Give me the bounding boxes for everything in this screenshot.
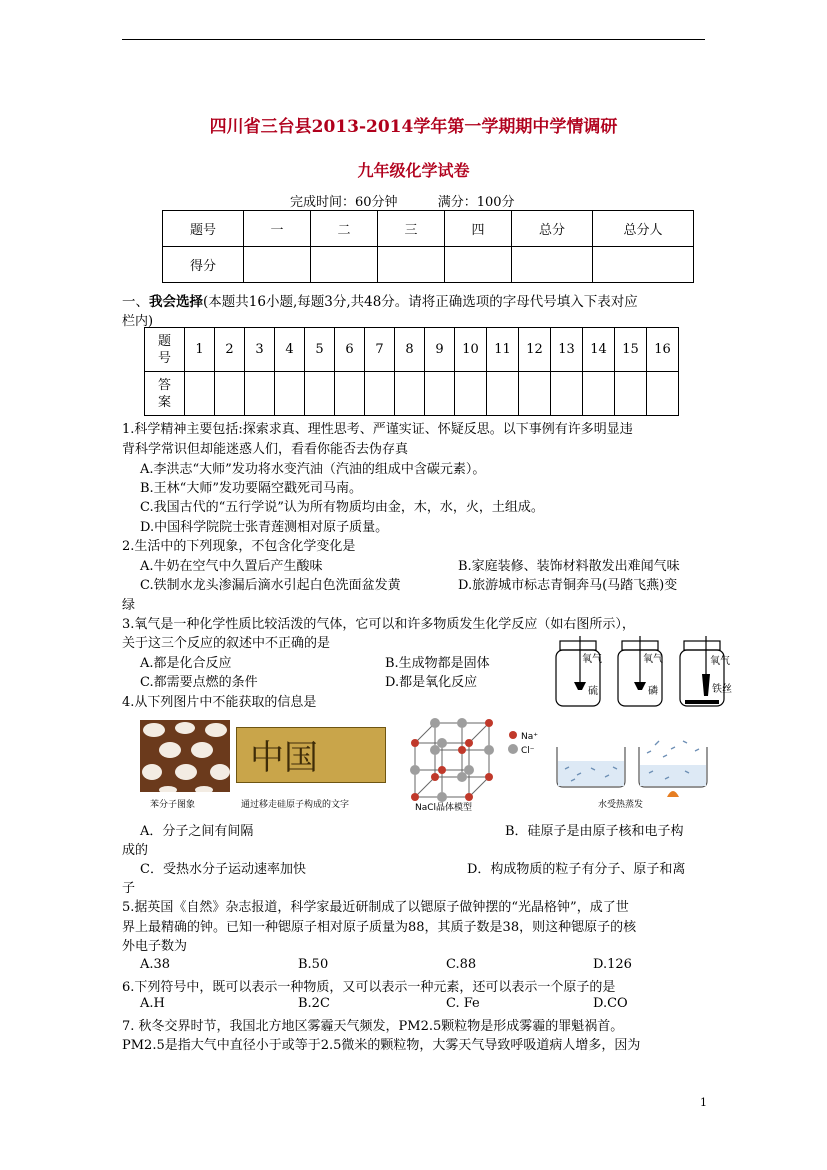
q5-option-c: C.88 — [446, 957, 477, 972]
score-table — [162, 210, 694, 283]
question-number-cell: 8 — [395, 328, 425, 372]
jar3-iron-wire-label: 铁丝 — [712, 684, 732, 695]
page-title: 四川省三台县2013-2014学年第一学期期中学情调研 — [209, 117, 618, 137]
answer-cell[interactable] — [455, 372, 487, 416]
q2-option-c: C.铁制水龙头渗漏后滴水引起白色洗面盆发黄 — [140, 578, 401, 593]
score-header-cell: 三 — [378, 211, 445, 247]
question-number-cell: 3 — [245, 328, 275, 372]
caption-silicon: 通过移走硅原子构成的文字 — [241, 800, 350, 810]
q3-option-a: A.都是化合反应 — [140, 656, 232, 671]
q4-stem: 4.从下列图片中不能获取的信息是 — [122, 695, 317, 710]
q4-option-b: B．硅原子是由原子核和电子构 — [505, 824, 684, 839]
q2-option-a: A.牛奶在空气中久置后产生酸味 — [140, 559, 323, 574]
exam-full-score: 满分：100分 — [437, 195, 515, 210]
caption-evaporation: 水受热蒸发 — [598, 800, 644, 810]
q1-option-b: B.王林“大师”发功要隔空戳死司马南。 — [140, 481, 362, 496]
answer-table — [144, 327, 679, 416]
oxygen-jars-figure — [548, 636, 748, 712]
q6-option-b: B.2C — [298, 996, 330, 1011]
section1-number: 一、 — [122, 294, 149, 310]
answer-cell[interactable] — [395, 372, 425, 416]
q5-stem: 5.据英国《自然》杂志报道，科学家最近研制成了以锶原子做钟摆的“光晶格钟”，成了世 — [122, 900, 629, 915]
q2-option-b: B.家庭装修、装饰材料散发出难闻气味 — [458, 559, 680, 574]
na-ion-label: Na⁺ — [521, 732, 538, 742]
q4-option-d-cont: 子 — [122, 881, 136, 896]
question-number-cell: 9 — [425, 328, 455, 372]
score-row-label: 得分 — [163, 247, 244, 283]
jar1-oxygen-label: 氧气 — [582, 654, 602, 665]
water-evaporation-image — [555, 735, 715, 797]
question-number-cell: 4 — [275, 328, 305, 372]
score-cell[interactable] — [311, 247, 378, 283]
score-header-cell: 四 — [445, 211, 512, 247]
question-number-cell: 10 — [455, 328, 487, 372]
q3-option-c: C.都需要点燃的条件 — [140, 675, 258, 690]
q5-stem-cont: 界上最精确的钟。已知一种锶原子相对原子质量为88，其质子数是38，则这种锶原子的核 — [122, 920, 637, 935]
answer-cell[interactable] — [647, 372, 679, 416]
q7-stem: 7. 秋冬交界时节，我国北方地区雾霾天气频发，PM2.5颗粒物是形成雾霾的罪魁祸首。 — [122, 1019, 624, 1034]
answer-cell[interactable] — [305, 372, 335, 416]
answer-cell[interactable] — [365, 372, 395, 416]
question-number-cell: 16 — [647, 328, 679, 372]
answer-table-answer-row — [145, 372, 679, 416]
question-number-cell: 11 — [487, 328, 519, 372]
score-cell[interactable] — [378, 247, 445, 283]
question-number-cell: 5 — [305, 328, 335, 372]
q6-option-a: A.H — [140, 996, 165, 1011]
exam-meta — [290, 191, 551, 210]
q2-option-d: D.旅游城市标志青铜奔马(马踏飞燕)变 — [458, 578, 678, 593]
q2-stem: 2.生活中的下列现象，不包含化学变化是 — [122, 539, 356, 554]
score-header-cell: 一 — [244, 211, 311, 247]
caption-nacl: NaCl晶体模型 — [415, 803, 473, 813]
q1-option-c: C.我国古代的“五行学说”认为所有物质均由金，木，水，火，土组成。 — [140, 500, 544, 515]
answer-cell[interactable] — [519, 372, 551, 416]
answer-cell[interactable] — [551, 372, 583, 416]
q1-stem-cont: 背科学常识但却能迷惑人们，看看你能否去伪存真 — [122, 442, 409, 457]
answer-cell[interactable] — [425, 372, 455, 416]
q4-option-c: C．受热水分子运动速率加快 — [140, 862, 306, 877]
answer-cell[interactable] — [583, 372, 615, 416]
question-number-cell: 12 — [519, 328, 551, 372]
question-number-cell: 1 — [185, 328, 215, 372]
answer-cell[interactable] — [487, 372, 519, 416]
answer-cell[interactable] — [245, 372, 275, 416]
section1-title: 我会选择 — [149, 294, 203, 310]
question-number-cell: 13 — [551, 328, 583, 372]
answer-cell[interactable] — [185, 372, 215, 416]
score-header-cell: 题号 — [163, 211, 244, 247]
exam-time: 完成时间：60分钟 — [290, 195, 398, 210]
silicon-atoms-letters: 中国 — [250, 738, 318, 778]
q3-stem: 3.氧气是一种化学性质比较活泼的气体，它可以和许多物质发生化学反应（如右图所示）， — [122, 617, 635, 632]
q2-option-d-cont: 绿 — [122, 598, 136, 613]
score-header-cell: 二 — [311, 211, 378, 247]
score-cell[interactable] — [512, 247, 593, 283]
q3-stem-cont: 关于这三个反应的叙述中不正确的是 — [122, 636, 331, 651]
question-number-cell: 15 — [615, 328, 647, 372]
score-header-cell: 总分 — [512, 211, 593, 247]
nacl-crystal-model-image — [405, 713, 545, 803]
q5-option-a: A.38 — [140, 957, 171, 972]
q5-stem-cont2: 外电子数为 — [122, 939, 188, 954]
q6-option-d: D.CO — [593, 996, 628, 1011]
caption-benzene: 苯分子图象 — [150, 800, 196, 810]
score-cell[interactable] — [244, 247, 311, 283]
score-cell[interactable] — [593, 247, 694, 283]
answer-cell[interactable] — [335, 372, 365, 416]
score-table-header-row — [163, 211, 694, 247]
question-number-cell: 7 — [365, 328, 395, 372]
q5-option-b: B.50 — [298, 957, 329, 972]
q4-option-b-cont: 成的 — [122, 843, 149, 858]
answer-row-label: 答 案 — [145, 372, 185, 416]
benzene-molecule-image — [140, 720, 230, 792]
q7-stem-cont: PM2.5是指大气中直径小于或等于2.5微米的颗粒物，大雾天气导致呼吸道病人增多，因为 — [122, 1038, 641, 1053]
q3-option-d: D.都是氧化反应 — [385, 675, 478, 690]
answer-row-label: 题 号 — [145, 328, 185, 372]
score-header-cell: 总分人 — [593, 211, 694, 247]
page-subtitle: 九年级化学试卷 — [357, 161, 470, 180]
question-number-cell: 14 — [583, 328, 615, 372]
q1-option-d: D.中国科学院院士张青莲测相对原子质量。 — [140, 520, 389, 535]
answer-cell[interactable] — [615, 372, 647, 416]
q5-option-d: D.126 — [593, 957, 632, 972]
score-cell[interactable] — [445, 247, 512, 283]
score-table-score-row — [163, 247, 694, 283]
q6-option-c: C. Fe — [446, 996, 480, 1011]
q4-option-a: A．分子之间有间隔 — [140, 824, 254, 839]
q4-option-d: D．构成物质的粒子有分子、原子和离 — [467, 862, 686, 877]
jar2-phosphorus-label: 磷 — [648, 686, 658, 697]
q6-stem: 6.下列符号中，既可以表示一种物质，又可以表示一种元素，还可以表示一个原子的是 — [122, 980, 616, 995]
q1-option-a: A.李洪志“大师”发功将水变汽油（汽油的组成中含碳元素）。 — [140, 462, 486, 477]
question-number-cell: 6 — [335, 328, 365, 372]
answer-cell[interactable] — [275, 372, 305, 416]
q1-stem: 1.科学精神主要包括:探索求真、理性思考、严谨实证、怀疑反思。以下事例有许多明显违 — [122, 422, 633, 437]
section1-instructions: (本题共16小题,每题3分,共48分。请将正确选项的字母代号填入下表对应 — [203, 294, 638, 310]
jar1-sulfur-label: 硫 — [588, 686, 598, 697]
jar3-oxygen-label: 氧气 — [710, 656, 730, 667]
section1-instructions-cont: 栏内) — [122, 314, 154, 329]
answer-cell[interactable] — [215, 372, 245, 416]
answer-table-number-row — [145, 328, 679, 372]
section1-heading — [122, 290, 638, 310]
page-number: 1 — [700, 1096, 707, 1109]
question-number-cell: 2 — [215, 328, 245, 372]
jar2-oxygen-label: 氧气 — [643, 654, 663, 665]
q3-option-b: B.生成物都是固体 — [385, 656, 490, 671]
silicon-atoms-text-image — [236, 727, 386, 783]
header-rule — [122, 39, 705, 40]
cl-ion-label: Cl⁻ — [521, 746, 535, 756]
